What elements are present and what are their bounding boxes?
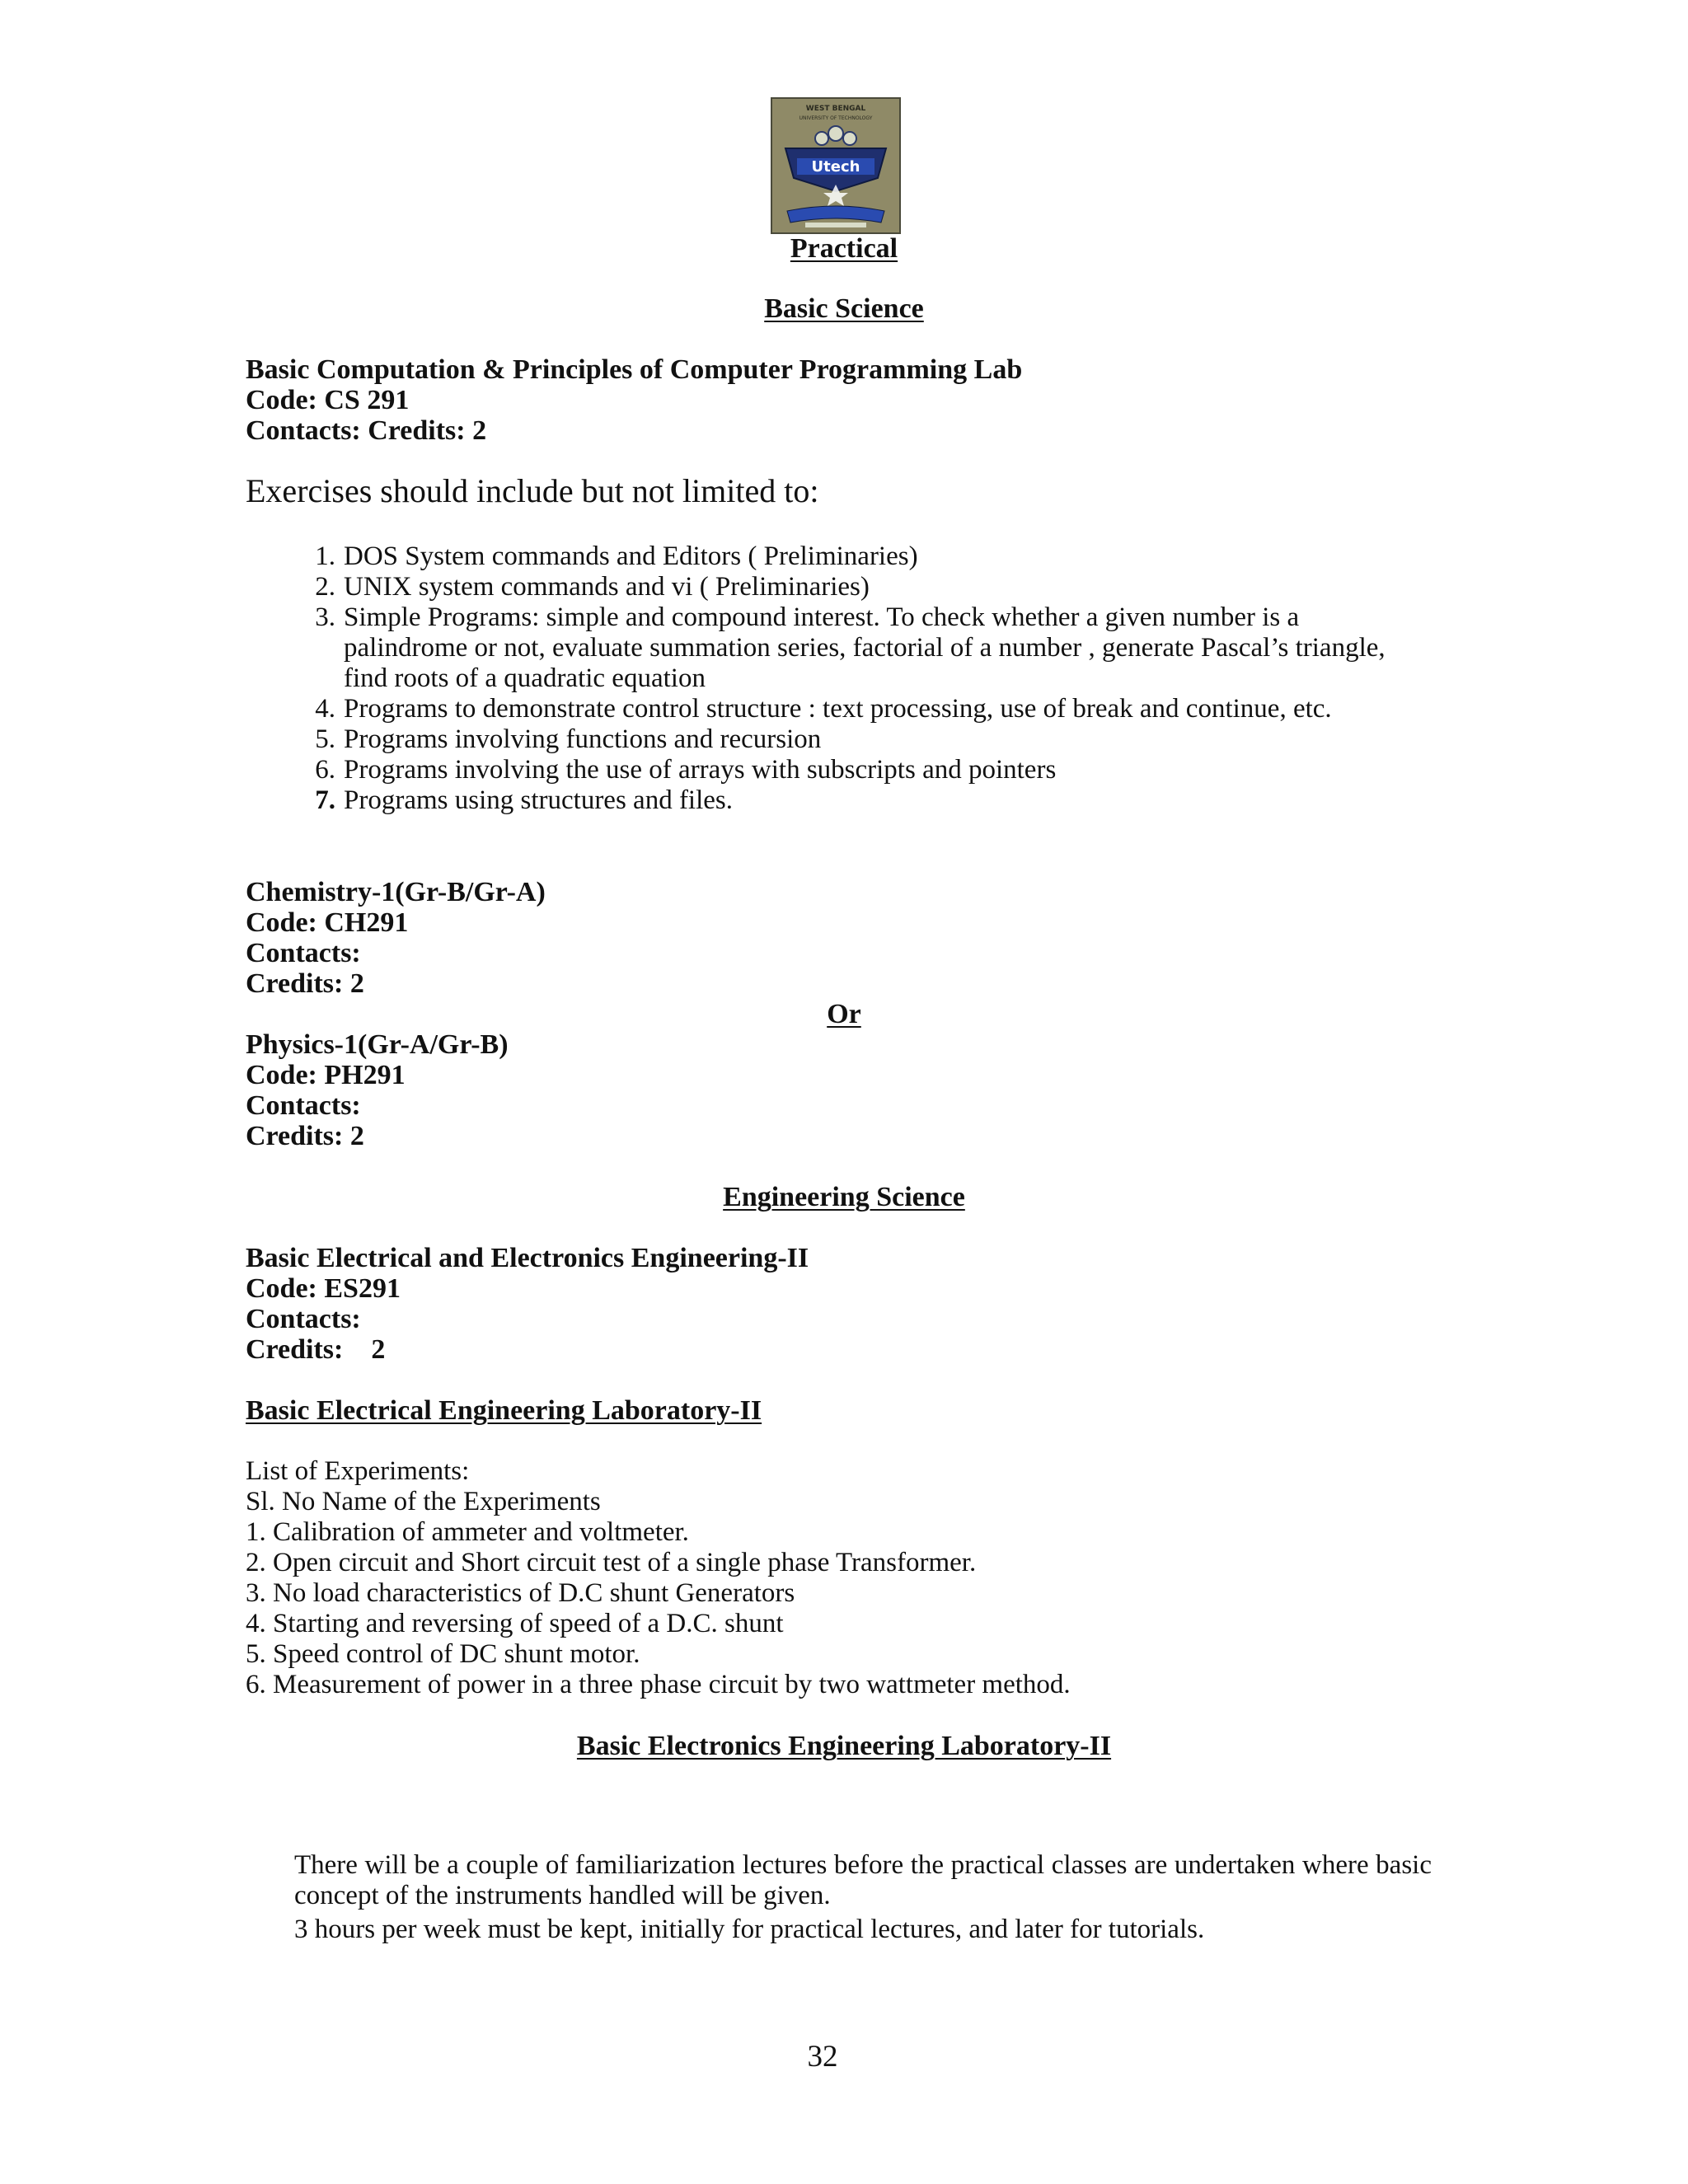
ph291-contacts: Contacts: bbox=[246, 1090, 361, 1121]
list-item: 2. Open circuit and Short circuit test of a single phase Transformer. bbox=[246, 1548, 977, 1577]
list-item-number: 5. bbox=[315, 724, 335, 754]
list-item: 6. Measurement of power in a three phase circuit by two wattmeter method. bbox=[246, 1670, 1071, 1699]
list-item: 3. No load characteristics of D.C shunt Generators bbox=[246, 1578, 795, 1608]
electronics-lab-title: Basic Electronics Engineering Laboratory-II bbox=[576, 1731, 1112, 1761]
list-item bbox=[294, 755, 1448, 785]
list-item-text: Programs involving functions and recursion bbox=[344, 724, 822, 754]
list-item-number: 4. bbox=[315, 694, 335, 724]
list-item-text: Programs to demonstrate control structure : text processing, use of break and continue, etc. bbox=[344, 694, 1332, 724]
cs291-code: Code: CS 291 bbox=[246, 385, 410, 415]
list-item bbox=[294, 572, 1448, 602]
heading-practical: Practical bbox=[790, 233, 898, 264]
electrical-lab-experiments bbox=[246, 1456, 1071, 1700]
list-item-number: 7. bbox=[315, 785, 335, 815]
page-number: 32 bbox=[807, 2040, 838, 2074]
ph291-title: Physics-1(Gr-A/Gr-B) bbox=[246, 1029, 509, 1060]
list-item-text: Simple Programs: simple and compound interest. To check whether a given number is a bbox=[344, 602, 1300, 632]
heading-basic-science: Basic Science bbox=[764, 293, 924, 324]
cs291-contacts: Contacts: Credits: 2 bbox=[246, 415, 487, 446]
list-item-text: Programs involving the use of arrays with subscripts and pointers bbox=[344, 755, 1057, 785]
logo-text-main: Utech bbox=[811, 158, 860, 176]
logo-text-top: WEST BENGAL bbox=[805, 105, 866, 113]
ch291-title: Chemistry-1(Gr-B/Gr-A) bbox=[246, 877, 546, 907]
electronics-lab-paragraph-2: 3 hours per week must be kept, initially for practical lectures, and later for tutorials. bbox=[294, 1915, 1205, 1944]
list-item: 4. Starting and reversing of speed of a D.C. shunt bbox=[246, 1609, 784, 1638]
list-item: List of Experiments: bbox=[246, 1456, 470, 1486]
es291-contacts: Contacts: bbox=[246, 1304, 361, 1334]
es291-title: Basic Electrical and Electronics Engineering-II bbox=[246, 1243, 809, 1273]
list-item-number: 3. bbox=[315, 602, 335, 632]
list-item bbox=[294, 785, 1448, 816]
logo-text-sub: UNIVERSITY OF TECHNOLOGY bbox=[799, 115, 873, 121]
list-item-text: UNIX system commands and vi ( Preliminaries) bbox=[344, 572, 870, 602]
ph291-credits: Credits: 2 bbox=[246, 1121, 364, 1151]
list-item: Sl. No Name of the Experiments bbox=[246, 1487, 601, 1516]
electronics-lab-paragraph-1: There will be a couple of familiarization lectures before the practical classes are undertaken where basic concept of the instruments handled will be given. bbox=[294, 1850, 1432, 1910]
list-item bbox=[294, 694, 1448, 724]
list-item-text: palindrome or not, evaluate summation series, factorial of a number , generate Pascal’s triangle, bbox=[344, 633, 1386, 663]
university-seal-icon bbox=[772, 99, 899, 232]
cs291-title: Basic Computation & Principles of Computer Programming Lab bbox=[246, 354, 1023, 385]
es291-credits: Credits: 2 bbox=[246, 1334, 386, 1365]
list-item bbox=[294, 602, 1448, 694]
ch291-contacts: Contacts: bbox=[246, 938, 361, 968]
list-item-text: find roots of a quadratic equation bbox=[344, 663, 706, 693]
ch291-credits: Credits: 2 bbox=[246, 968, 364, 999]
list-item-text: Programs using structures and files. bbox=[344, 785, 734, 815]
list-item-number: 2. bbox=[315, 572, 335, 602]
list-item bbox=[294, 541, 1448, 572]
list-item-number: 6. bbox=[315, 755, 335, 785]
or-separator: Or bbox=[827, 999, 861, 1029]
list-item: 5. Speed control of DC shunt motor. bbox=[246, 1639, 640, 1669]
ch291-code: Code: CH291 bbox=[246, 907, 409, 938]
list-item: 1. Calibration of ammeter and voltmeter. bbox=[246, 1517, 689, 1547]
list-item-text: DOS System commands and Editors ( Preliminaries) bbox=[344, 541, 918, 571]
list-item bbox=[294, 724, 1448, 755]
list-item-number: 1. bbox=[315, 541, 335, 571]
electrical-lab-title: Basic Electrical Engineering Laboratory-II bbox=[246, 1395, 762, 1426]
cs291-exercises-intro: Exercises should include but not limited to: bbox=[246, 472, 819, 509]
cs291-exercise-list bbox=[294, 541, 1448, 816]
ph291-code: Code: PH291 bbox=[246, 1060, 406, 1090]
heading-engineering-science: Engineering Science bbox=[723, 1182, 965, 1212]
es291-code: Code: ES291 bbox=[246, 1273, 401, 1304]
university-logo bbox=[771, 97, 901, 234]
